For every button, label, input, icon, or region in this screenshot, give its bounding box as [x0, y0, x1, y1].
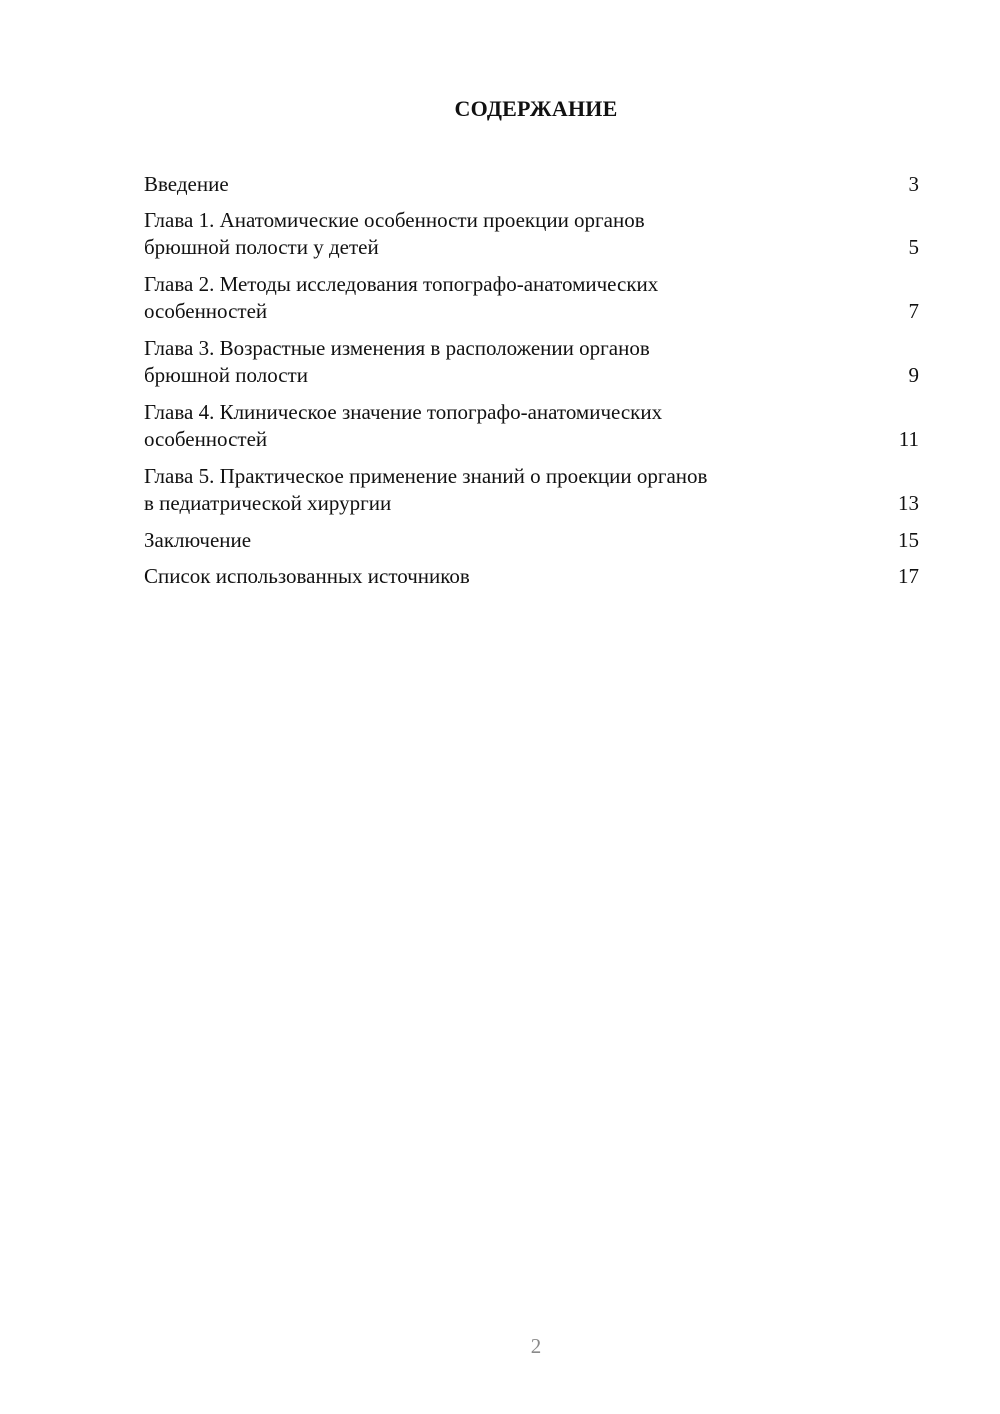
toc-entry-title: Глава 2. Методы исследования топографо-анатомических особенностей	[144, 272, 659, 323]
toc-entry-title: Заключение	[144, 528, 252, 552]
toc-entry-title: Список использованных источников	[144, 564, 470, 588]
toc-entry-chapter-5[interactable]	[144, 463, 919, 517]
toc-entry-page-number: 17	[898, 564, 919, 588]
toc-entry-conclusion[interactable]	[144, 527, 919, 554]
toc-entry-page-number: 11	[898, 427, 919, 451]
toc-entry-chapter-2[interactable]	[144, 271, 919, 325]
toc-entry-page-number: 5	[908, 235, 919, 259]
toc-entry-title: Глава 3. Возрастные изменения в расположении органов брюшной полости	[144, 336, 650, 387]
toc-entry-title: Введение	[144, 172, 229, 196]
toc-entry-title: Глава 5. Практическое применение знаний о проекции органов в педиатрической хирургии	[144, 464, 708, 515]
toc-entry-page-number: 9	[908, 363, 919, 387]
toc-entry-chapter-4[interactable]	[144, 399, 919, 453]
toc-entry-chapter-1[interactable]	[144, 207, 919, 261]
toc-entry-title: Глава 1. Анатомические особенности проекции органов брюшной полости у детей	[144, 208, 645, 259]
toc-entry-introduction[interactable]	[144, 171, 919, 198]
toc-entry-page-number: 13	[898, 491, 919, 515]
toc-entry-page-number: 3	[908, 172, 919, 196]
toc-entry-chapter-3[interactable]	[144, 335, 919, 389]
page-number: 2	[530, 1334, 542, 1358]
toc-entry-page-number: 15	[898, 528, 919, 552]
toc-entry-page-number: 7	[908, 299, 919, 323]
toc-entry-title: Глава 4. Клиническое значение топографо-анатомических особенностей	[144, 400, 663, 451]
page-title: СОДЕРЖАНИЕ	[454, 96, 618, 121]
table-of-contents	[144, 171, 919, 599]
toc-entry-references[interactable]	[144, 563, 919, 590]
